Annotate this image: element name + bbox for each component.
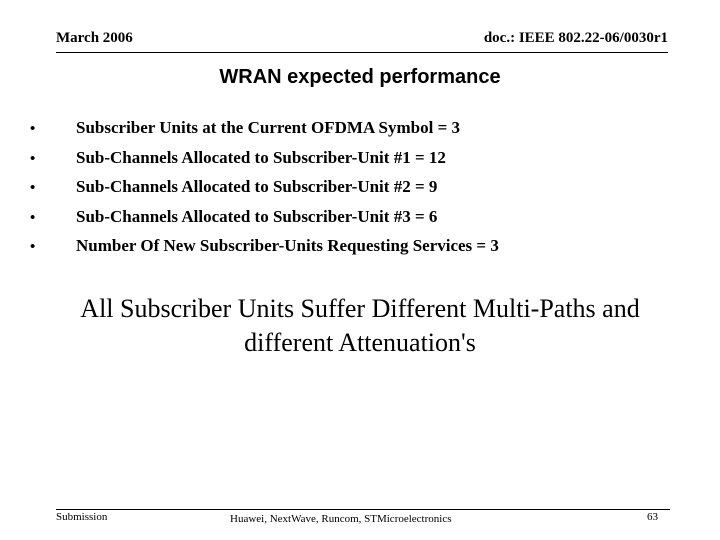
list-item bbox=[30, 118, 499, 148]
footer-divider bbox=[56, 509, 670, 510]
bullet-icon: • bbox=[30, 209, 36, 226]
header-doc-id: doc.: IEEE 802.22-06/0030r1 bbox=[483, 30, 668, 46]
summary-line-2: different Attenuation's bbox=[244, 328, 476, 357]
list-item bbox=[30, 177, 499, 207]
list-item bbox=[30, 236, 499, 266]
summary-statement bbox=[0, 292, 720, 360]
bullet-text: Sub-Channels Allocated to Subscriber-Unit #2 = 9 bbox=[76, 177, 438, 196]
footer-authors: Huawei, NextWave, Runcom, STMicroelectronics bbox=[230, 513, 452, 525]
bullet-text: Subscriber Units at the Current OFDMA Symbol = 3 bbox=[76, 118, 461, 137]
summary-line-1: All Subscriber Units Suffer Different Multi-Paths and bbox=[80, 294, 640, 323]
list-item bbox=[30, 207, 499, 237]
bullet-icon: • bbox=[30, 239, 36, 255]
slide-title: WRAN expected performance bbox=[219, 66, 501, 88]
header-date: March 2006 bbox=[56, 30, 133, 46]
bullet-icon: • bbox=[30, 121, 36, 137]
bullet-text: Sub-Channels Allocated to Subscriber-Unit #3 = 6 bbox=[76, 206, 438, 226]
header-divider bbox=[56, 52, 668, 53]
footer-submission: Submission bbox=[56, 511, 108, 523]
bullet-icon: • bbox=[30, 180, 36, 196]
bullet-text: Sub-Channels Allocated to Subscriber-Unit #1 = 12 bbox=[76, 147, 446, 167]
bullet-text: Number Of New Subscriber-Units Requesting Services = 3 bbox=[76, 236, 499, 255]
list-item bbox=[30, 148, 499, 178]
bullet-list bbox=[30, 118, 499, 266]
page-number: 63 bbox=[647, 511, 658, 523]
bullet-icon: • bbox=[30, 150, 36, 167]
